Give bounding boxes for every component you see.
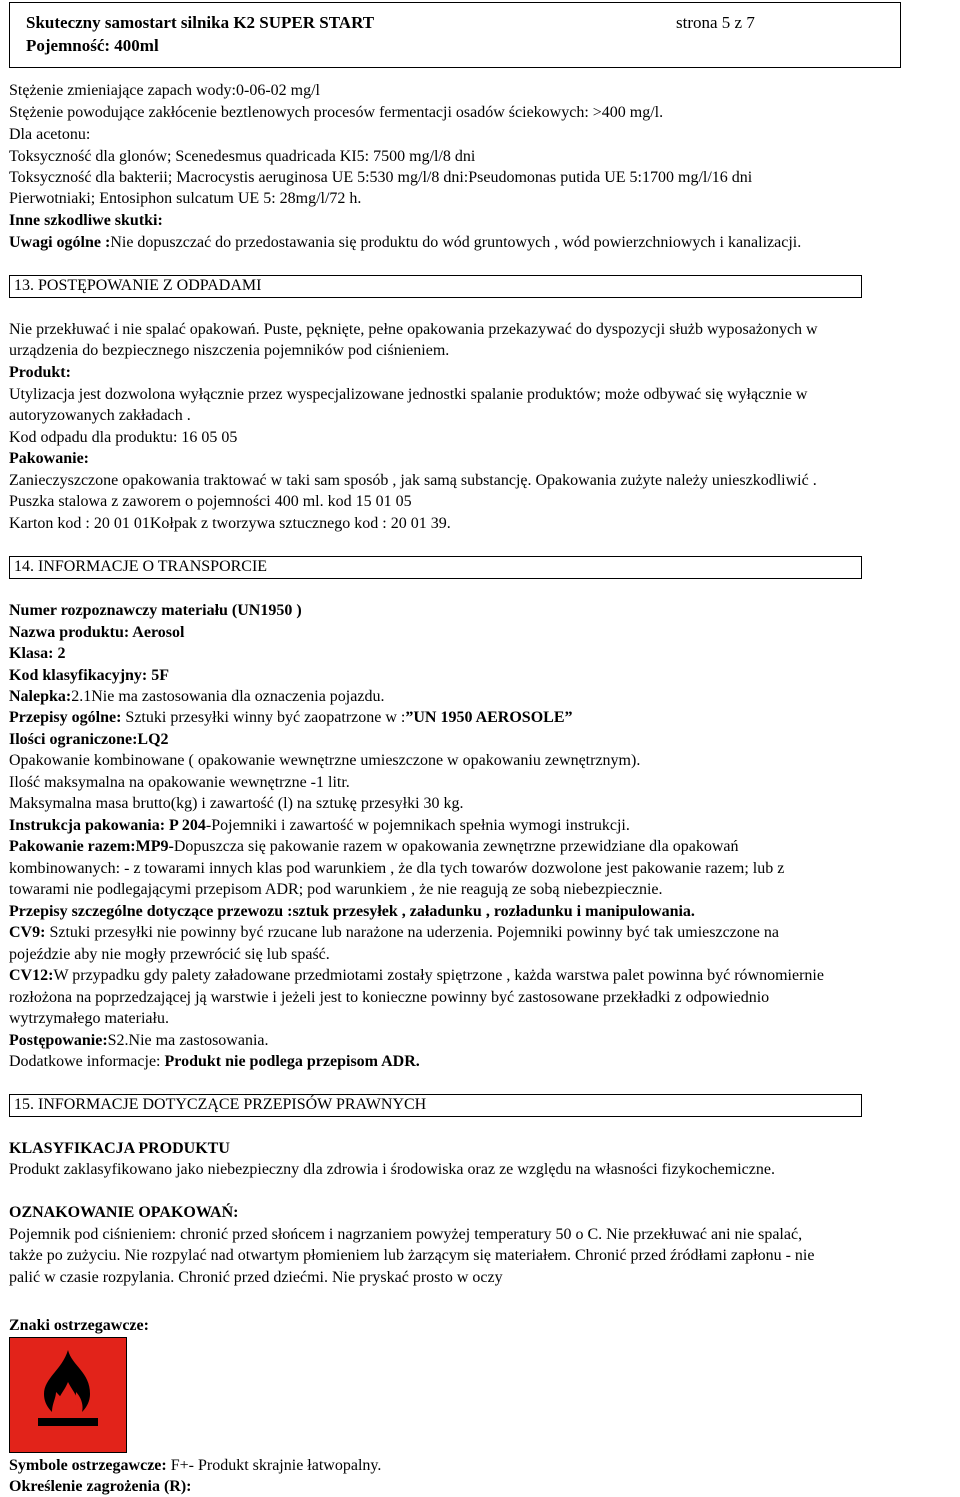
value: F+- Produkt skrajnie łatwopalny. — [166, 1457, 382, 1474]
text-line: Opakowanie kombinowane ( opakowanie wewnętrzne umieszczone w opakowaniu zewnętrznym). — [9, 752, 641, 769]
value: Sztuki przesyłki winny być zaopatrzone w : — [121, 709, 406, 726]
text-line: Stężenie powodujące zakłócenie beztlenowych procesów fermentacji osadów ściekowych: >400 mg/l. — [9, 104, 664, 121]
text-line — [9, 966, 824, 986]
text-line: pojeździe aby nie mogły przewrócić się lub spaść. — [9, 946, 330, 963]
label: Symbole ostrzegawcze: — [9, 1457, 167, 1474]
text-line: Stężenie zmieniające zapach wody:0-06-02 mg/l — [9, 82, 320, 99]
text-line: Kod klasyfikacyjny: 5F — [9, 667, 170, 684]
text-line: także po zużyciu. Nie rozpylać nad otwartym płomieniem lub żarzącym się materiałem. Chronić przed źródłami zapłonu - nie — [9, 1247, 815, 1264]
text-line: kombinowanych: - z towarami innych klas pod warunkiem , że dla tych towarów dozwolone jest pakowanie razem; lub z — [9, 860, 785, 877]
product-title: Skuteczny samostart silnika K2 SUPER START — [26, 13, 375, 32]
text-line — [9, 1052, 420, 1072]
subheading: Inne szkodliwe skutki: — [9, 212, 163, 229]
text-line: Maksymalna masa brutto(kg) i zawartość (l) na sztukę przesyłki 30 kg. — [9, 795, 464, 812]
section-14-heading: 14. INFORMACJE O TRANSPORCIE — [9, 556, 862, 579]
text-line: palić w czasie rozpylania. Chronić przed dziećmi. Nie pryskać prosto w oczy — [9, 1269, 503, 1286]
value: Sztuki przesyłki nie powinny być rzucane lub narażone na uderzenia. Pojemniki powinny być tak umieszczone na — [45, 924, 779, 941]
text-line: Karton kod : 20 01 01Kołpak z tworzywa sztucznego kod : 20 01 39. — [9, 515, 451, 532]
label: CV12: — [9, 967, 54, 984]
label: Postępowanie: — [9, 1032, 108, 1049]
label: CV9: — [9, 924, 46, 941]
text-line — [9, 1456, 381, 1476]
value: Dopuszcza się pakowanie razem w opakowania zewnętrzne przewidziane dla opakowań — [173, 838, 739, 855]
text-line: Kod odpadu dla produktu: 16 05 05 — [9, 429, 238, 446]
text-line: Toksyczność dla glonów; Scenedesmus quadricada KI5: 7500 mg/l/8 dni — [9, 148, 476, 165]
text-line — [9, 708, 572, 728]
label: Instrukcja pakowania: P 204 — [9, 817, 206, 834]
label: Przepisy ogólne: — [9, 709, 122, 726]
text-line — [9, 816, 630, 836]
label: ”UN 1950 AEROSOLE” — [405, 709, 573, 726]
text-line: Dla acetonu: — [9, 126, 91, 143]
text-line: autoryzowanych zakładach . — [9, 407, 191, 424]
text-line: Nie przekłuwać i nie spalać opakowań. Puste, pęknięte, pełne opakowania przekazywać do dyspozycji służb wyposażonych w — [9, 321, 818, 338]
value: W przypadku gdy palety załadowane przedmiotami zostały spiętrzone , każda warstwa palet powinna być równomiernie — [53, 967, 824, 984]
subheading: Znaki ostrzegawcze: — [9, 1317, 149, 1334]
product-capacity: Pojemność: 400ml — [26, 36, 159, 55]
subheading: OZNAKOWANIE OPAKOWAŃ: — [9, 1204, 239, 1221]
text-line: Klasa: 2 — [9, 645, 66, 662]
text-line — [9, 687, 384, 707]
text-line: Pojemnik pod ciśnieniem: chronić przed słońcem i nagrzaniem powyżej temperatury 50 o C. Nie przekłuwać ani nie spalać, — [9, 1226, 803, 1243]
flammable-pictogram — [9, 1337, 127, 1453]
section-15-heading: 15. INFORMACJE DOTYCZĄCE PRZEPISÓW PRAWNYCH — [9, 1094, 862, 1117]
text-line — [9, 923, 779, 943]
text-line — [9, 837, 738, 857]
text-line: urządzenia do bezpiecznego niszczenia pojemników pod ciśnieniem. — [9, 342, 450, 359]
text-line: rozłożona na poprzedzającej ją warstwie i jeżeli jest to konieczne powinny być zastosowane przekładki z odpowiednio — [9, 989, 770, 1006]
section-13-heading: 13. POSTĘPOWANIE Z ODPADAMI — [9, 275, 862, 298]
text-line: Ilość maksymalna na opakowanie wewnętrzne -1 litr. — [9, 774, 350, 791]
text-line: Przepisy szczególne dotyczące przewozu :sztuk przesyłek , załadunku , rozładunku i manipulowania. — [9, 903, 695, 920]
subheading: Pakowanie: — [9, 450, 89, 467]
label: Pakowanie razem:MP9- — [9, 838, 174, 855]
value: -Pojemniki i zawartość w pojemnikach spełnia wymogi instrukcji. — [205, 817, 630, 834]
text-line — [9, 233, 801, 253]
text-line: Ilości ograniczone:LQ2 — [9, 731, 169, 748]
document-header — [9, 2, 901, 68]
value: Produkt nie podlega przepisom ADR. — [164, 1053, 420, 1070]
label: Uwagi ogólne : — [9, 234, 111, 251]
text-line: Pierwotniaki; Entosiphon sulcatum UE 5: 28mg/l/72 h. — [9, 190, 362, 207]
text-line: Zanieczyszczone opakowania traktować w taki sam sposób , jak samą substancję. Opakowania zużyte należy unieszkodliwić . — [9, 472, 817, 489]
subheading: Produkt: — [9, 364, 71, 381]
text-line: towarami nie podlegającymi przepisom ADR; pod warunkiem , że nie reagują ze sobą niebezpiecznie. — [9, 881, 663, 898]
text-line: wytrzymałego materiału. — [9, 1010, 169, 1027]
text-line: Puszka stalowa z zaworem o pojemności 400 ml. kod 15 01 05 — [9, 493, 412, 510]
text-line: Produkt zaklasyfikowano jako niebezpieczny dla zdrowia i środowiska oraz ze względu na własności fizykochemiczne. — [9, 1161, 775, 1178]
label: Nalepka: — [9, 688, 72, 705]
text-line: Utylizacja jest dozwolona wyłącznie przez wyspecjalizowane jednostki spalanie produktów; może odbywać się wyłącznie w — [9, 386, 808, 403]
value: S2.Nie ma zastosowania. — [107, 1032, 269, 1049]
text-line — [9, 1031, 269, 1051]
value: 2.1Nie ma zastosowania dla oznaczenia pojazdu. — [71, 688, 385, 705]
flame-icon — [10, 1338, 126, 1452]
subheading: Określenie zagrożenia (R): — [9, 1478, 192, 1495]
label: Dodatkowe informacje: — [9, 1053, 165, 1070]
subheading: KLASYFIKACJA PRODUKTU — [9, 1140, 230, 1157]
page-number: strona 5 z 7 — [676, 13, 755, 32]
text-line: Numer rozpoznawczy materiału (UN1950 ) — [9, 602, 302, 619]
value: Nie dopuszczać do przedostawania się produktu do wód gruntowych , wód powierzchniowych i kanalizacji. — [110, 234, 802, 251]
text-line: Toksyczność dla bakterii; Macrocystis aeruginosa UE 5:530 mg/l/8 dni:Pseudomonas putida UE 5:1700 mg/l/16 dni — [9, 169, 753, 186]
text-line: Nazwa produktu: Aerosol — [9, 624, 185, 641]
